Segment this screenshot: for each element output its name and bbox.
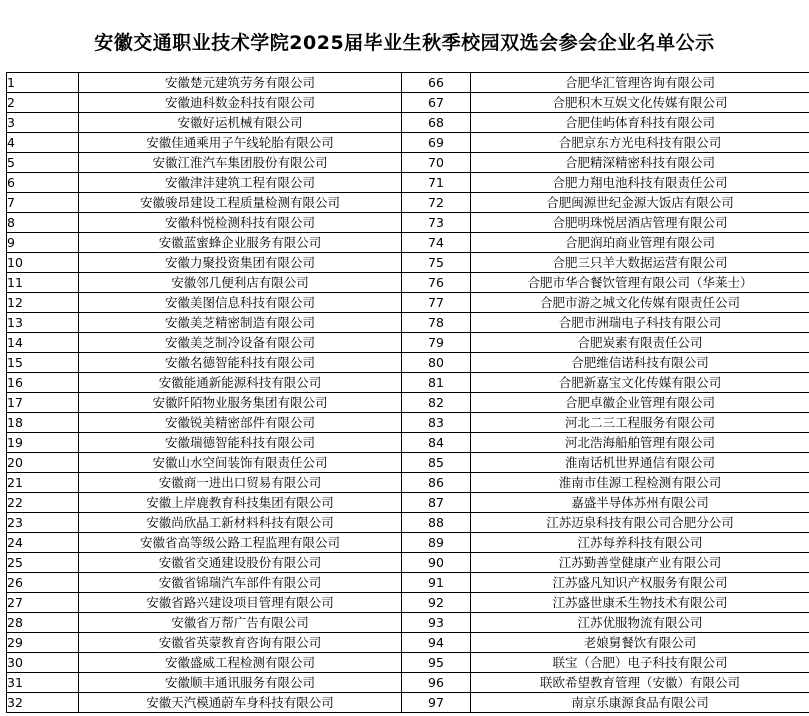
table-row	[7, 73, 809, 93]
left-company-name[interactable]: 安徽省万帮广告有限公司	[79, 613, 402, 633]
right-serial-number[interactable]: 77	[402, 293, 471, 313]
table-row	[7, 233, 809, 253]
right-company-name[interactable]: 合肥华汇管理咨询有限公司	[471, 73, 809, 93]
table-row	[7, 313, 809, 333]
right-company-name[interactable]: 河北二三工程服务有限公司	[471, 413, 809, 433]
left-serial-number[interactable]: 8	[7, 213, 79, 233]
table-row	[7, 653, 809, 673]
right-serial-number[interactable]: 80	[402, 353, 471, 373]
right-serial-number[interactable]: 76	[402, 273, 471, 293]
right-company-name[interactable]: 合肥力翔电池科技有限责任公司	[471, 173, 809, 193]
right-company-name[interactable]: 联宝（合肥）电子科技有限公司	[471, 653, 809, 673]
right-company-name[interactable]: 合肥闽源世纪金源大饭店有限公司	[471, 193, 809, 213]
left-serial-number[interactable]: 6	[7, 173, 79, 193]
left-serial-number[interactable]: 22	[7, 493, 79, 513]
right-serial-number[interactable]: 96	[402, 673, 471, 693]
left-company-name[interactable]: 安徽阡陌物业服务集团有限公司	[79, 393, 402, 413]
left-company-name[interactable]: 安徽省锦瑞汽车部件有限公司	[79, 573, 402, 593]
left-serial-number[interactable]: 12	[7, 293, 79, 313]
left-company-name[interactable]: 安徽省路兴建设项目管理有限公司	[79, 593, 402, 613]
right-serial-number[interactable]: 87	[402, 493, 471, 513]
right-serial-number[interactable]: 82	[402, 393, 471, 413]
right-company-name[interactable]: 合肥市洲瑞电子科技有限公司	[471, 313, 809, 333]
right-serial-number[interactable]: 67	[402, 93, 471, 113]
left-company-name[interactable]: 安徽科悦检测科技有限公司	[79, 213, 402, 233]
table-row	[7, 133, 809, 153]
left-serial-number[interactable]: 4	[7, 133, 79, 153]
right-serial-number[interactable]: 71	[402, 173, 471, 193]
right-serial-number[interactable]: 72	[402, 193, 471, 213]
left-serial-number[interactable]: 10	[7, 253, 79, 273]
left-serial-number[interactable]: 2	[7, 93, 79, 113]
right-serial-number[interactable]: 93	[402, 613, 471, 633]
right-company-name[interactable]: 江苏每养科技有限公司	[471, 533, 809, 553]
table-row	[7, 333, 809, 353]
right-company-name[interactable]: 合肥京东方光电科技有限公司	[471, 133, 809, 153]
left-company-name[interactable]: 安徽能通新能源科技有限公司	[79, 373, 402, 393]
left-serial-number[interactable]: 14	[7, 333, 79, 353]
company-roster-table	[6, 72, 809, 713]
left-company-name[interactable]: 安徽商一进出口贸易有限公司	[79, 473, 402, 493]
left-serial-number[interactable]: 20	[7, 453, 79, 473]
table-row	[7, 553, 809, 573]
table-row	[7, 613, 809, 633]
right-company-name[interactable]: 合肥新嘉宝文化传媒有限公司	[471, 373, 809, 393]
left-company-name[interactable]: 安徽省高等级公路工程监理有限公司	[79, 533, 402, 553]
right-company-name[interactable]: 江苏盛世康禾生物技术有限公司	[471, 593, 809, 613]
right-company-name[interactable]: 江苏勤善堂健康产业有限公司	[471, 553, 809, 573]
table-row	[7, 453, 809, 473]
right-company-name[interactable]: 河北浩海船舶管理有限公司	[471, 433, 809, 453]
left-company-name[interactable]: 安徽好运机械有限公司	[79, 113, 402, 133]
right-company-name[interactable]: 合肥积木互娱文化传媒有限公司	[471, 93, 809, 113]
right-company-name[interactable]: 南京乐康源食品有限公司	[471, 693, 809, 713]
right-serial-number[interactable]: 97	[402, 693, 471, 713]
table-row	[7, 93, 809, 113]
table-row	[7, 513, 809, 533]
right-serial-number[interactable]: 92	[402, 593, 471, 613]
right-serial-number[interactable]: 66	[402, 73, 471, 93]
table-row	[7, 413, 809, 433]
right-company-name[interactable]: 合肥明珠悦居酒店管理有限公司	[471, 213, 809, 233]
right-company-name[interactable]: 联欧希望教育管理（安徽）有限公司	[471, 673, 809, 693]
left-serial-number[interactable]: 18	[7, 413, 79, 433]
right-serial-number[interactable]: 81	[402, 373, 471, 393]
left-serial-number[interactable]: 13	[7, 313, 79, 333]
left-serial-number[interactable]: 31	[7, 673, 79, 693]
left-serial-number[interactable]: 11	[7, 273, 79, 293]
right-serial-number[interactable]: 79	[402, 333, 471, 353]
table-row	[7, 213, 809, 233]
right-serial-number[interactable]: 69	[402, 133, 471, 153]
left-company-name[interactable]: 安徽津沣建筑工程有限公司	[79, 173, 402, 193]
right-serial-number[interactable]: 94	[402, 633, 471, 653]
left-company-name[interactable]: 安徽江淮汽车集团股份有限公司	[79, 153, 402, 173]
right-serial-number[interactable]: 91	[402, 573, 471, 593]
left-company-name[interactable]: 安徽骏昂建设工程质量检测有限公司	[79, 193, 402, 213]
table-row	[7, 253, 809, 273]
right-serial-number[interactable]: 74	[402, 233, 471, 253]
left-serial-number[interactable]: 29	[7, 633, 79, 653]
right-serial-number[interactable]: 73	[402, 213, 471, 233]
right-company-name[interactable]: 合肥三只羊大数据运营有限公司	[471, 253, 809, 273]
table-row	[7, 533, 809, 553]
table-row	[7, 593, 809, 613]
left-company-name[interactable]: 安徽盛威工程检测有限公司	[79, 653, 402, 673]
right-serial-number[interactable]: 84	[402, 433, 471, 453]
right-company-name[interactable]: 合肥润珀商业管理有限公司	[471, 233, 809, 253]
left-company-name[interactable]: 安徽美芝制冷设备有限公司	[79, 333, 402, 353]
left-company-name[interactable]: 安徽顺丰通讯服务有限公司	[79, 673, 402, 693]
right-company-name[interactable]: 淮南话机世界通信有限公司	[471, 453, 809, 473]
right-company-name[interactable]: 合肥炭素有限责任公司	[471, 333, 809, 353]
table-row	[7, 573, 809, 593]
right-company-name[interactable]: 淮南市佳源工程检测有限公司	[471, 473, 809, 493]
left-serial-number[interactable]: 1	[7, 73, 79, 93]
right-serial-number[interactable]: 95	[402, 653, 471, 673]
right-serial-number[interactable]: 85	[402, 453, 471, 473]
left-serial-number[interactable]: 19	[7, 433, 79, 453]
table-row	[7, 493, 809, 513]
left-company-name[interactable]: 安徽省英蒙教育咨询有限公司	[79, 633, 402, 653]
left-serial-number[interactable]: 7	[7, 193, 79, 213]
right-serial-number[interactable]: 89	[402, 533, 471, 553]
table-row	[7, 433, 809, 453]
table-row	[7, 673, 809, 693]
left-serial-number[interactable]: 24	[7, 533, 79, 553]
left-company-name[interactable]: 安徽楚元建筑劳务有限公司	[79, 73, 402, 93]
left-serial-number[interactable]: 17	[7, 393, 79, 413]
left-company-name[interactable]: 安徽邻几便利店有限公司	[79, 273, 402, 293]
table-row	[7, 113, 809, 133]
left-company-name[interactable]: 安徽山水空间装饰有限责任公司	[79, 453, 402, 473]
right-serial-number[interactable]: 90	[402, 553, 471, 573]
right-serial-number[interactable]: 83	[402, 413, 471, 433]
table-row	[7, 373, 809, 393]
left-company-name[interactable]: 安徽佳通乘用子午线轮胎有限公司	[79, 133, 402, 153]
left-serial-number[interactable]: 27	[7, 593, 79, 613]
left-company-name[interactable]: 安徽迪科数金科技有限公司	[79, 93, 402, 113]
table-row	[7, 393, 809, 413]
left-serial-number[interactable]: 25	[7, 553, 79, 573]
right-company-name[interactable]: 江苏盛凡知识产权服务有限公司	[471, 573, 809, 593]
left-company-name[interactable]: 安徽上岸鹿教育科技集团有限公司	[79, 493, 402, 513]
left-serial-number[interactable]: 21	[7, 473, 79, 493]
right-company-name[interactable]: 合肥卓徽企业管理有限公司	[471, 393, 809, 413]
left-serial-number[interactable]: 28	[7, 613, 79, 633]
right-company-name[interactable]: 合肥精深精密科技有限公司	[471, 153, 809, 173]
right-company-name[interactable]: 江苏优服物流有限公司	[471, 613, 809, 633]
document-title: 安徽交通职业技术学院2025届毕业生秋季校园双选会参会企业名单公示	[94, 32, 715, 54]
left-company-name[interactable]: 安徽省交通建设股份有限公司	[79, 553, 402, 573]
left-serial-number[interactable]: 9	[7, 233, 79, 253]
left-company-name[interactable]: 安徽瑞德智能科技有限公司	[79, 433, 402, 453]
right-serial-number[interactable]: 78	[402, 313, 471, 333]
right-company-name[interactable]: 老娘舅餐饮有限公司	[471, 633, 809, 653]
table-row	[7, 633, 809, 653]
left-company-name[interactable]: 安徽天汽模通蔚车身科技有限公司	[79, 693, 402, 713]
left-company-name[interactable]: 安徽美图信息科技有限公司	[79, 293, 402, 313]
table-row	[7, 173, 809, 193]
right-serial-number[interactable]: 88	[402, 513, 471, 533]
left-serial-number[interactable]: 15	[7, 353, 79, 373]
left-company-name[interactable]: 安徽尚欣晶工新材料科技有限公司	[79, 513, 402, 533]
table-row	[7, 273, 809, 293]
left-serial-number[interactable]: 16	[7, 373, 79, 393]
table-row	[7, 293, 809, 313]
left-company-name[interactable]: 安徽力聚投资集团有限公司	[79, 253, 402, 273]
left-serial-number[interactable]: 32	[7, 693, 79, 713]
table-row	[7, 193, 809, 213]
table-row	[7, 153, 809, 173]
left-serial-number[interactable]: 30	[7, 653, 79, 673]
left-serial-number[interactable]: 23	[7, 513, 79, 533]
roster-body	[7, 73, 809, 713]
right-company-name[interactable]: 合肥佳屿体育科技有限公司	[471, 113, 809, 133]
right-company-name[interactable]: 合肥市华合餐饮管理有限公司（华莱士）	[471, 273, 809, 293]
left-serial-number[interactable]: 3	[7, 113, 79, 133]
left-serial-number[interactable]: 26	[7, 573, 79, 593]
left-serial-number[interactable]: 5	[7, 153, 79, 173]
right-serial-number[interactable]: 68	[402, 113, 471, 133]
table-row	[7, 693, 809, 713]
right-company-name[interactable]: 江苏迈泉科技有限公司合肥分公司	[471, 513, 809, 533]
right-company-name[interactable]: 合肥维信诺科技有限公司	[471, 353, 809, 373]
right-serial-number[interactable]: 70	[402, 153, 471, 173]
left-company-name[interactable]: 安徽蓝蜜蜂企业服务有限公司	[79, 233, 402, 253]
table-row	[7, 473, 809, 493]
left-company-name[interactable]: 安徽锐美精密部件有限公司	[79, 413, 402, 433]
right-serial-number[interactable]: 75	[402, 253, 471, 273]
left-company-name[interactable]: 安徽美芝精密制造有限公司	[79, 313, 402, 333]
right-company-name[interactable]: 合肥市游之城文化传媒有限责任公司	[471, 293, 809, 313]
right-company-name[interactable]: 嘉盛半导体苏州有限公司	[471, 493, 809, 513]
left-company-name[interactable]: 安徽名德智能科技有限公司	[79, 353, 402, 373]
table-row	[7, 353, 809, 373]
right-serial-number[interactable]: 86	[402, 473, 471, 493]
